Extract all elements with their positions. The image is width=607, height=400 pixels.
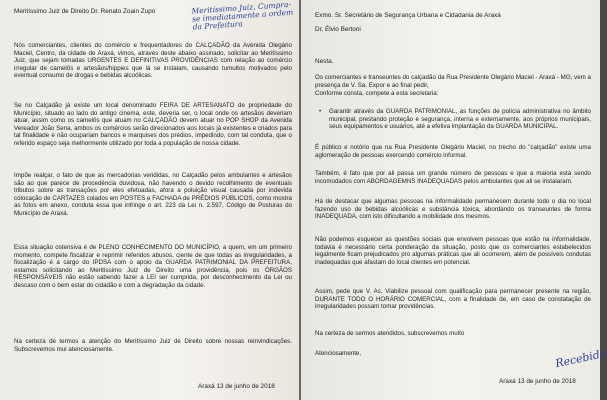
- right-bullet-text: Garantir através da GUARDA PATRIMONIAL, as funções de polícia administrativa no âmbito municipal, prestando proteção e segurança, interna e externamente, aos próprios municipais, seus equipamentos e usuários, até a efetiva implantação da GUARDA MUNICIPAL.: [329, 108, 591, 131]
- right-paragraph-pede: Assim, pede que V. As. Viabilize pessoal com qualificação para permanecer presente na região, DURANTE TODO O HORÁRIO COMERCIAL, com a finalidade de, em caso de constatação de irregularidades possam tomar providências.: [315, 288, 591, 311]
- left-document-page: [0, 0, 300, 400]
- left-paragraph-5: Na certeza de termos a atenção do Meritíssimo Juiz de Direito sobre nossas reinvindicações. Subscrevemos mui atenciosamente.: [14, 338, 292, 353]
- left-paragraph-4: Essa situação ostensiva é de PLENO CONHECIMENTO DO MUNICÍPIO, a quem, em um primeiro momento, compete fiscalizar e reprimir referidos abusos, ciente de que todas as irregularidades, a fiscalização é a cargo do IPDSA com o apoio da GUARDA PATRIMONIAL DA PREFEITURA, estamos solicitando ao Meritíssimo Juiz de Direito uma providência, pois os ÓRGÃOS RESPONSÁVEIS não estão sabendo fazer a LEI ser cumprida, por desconhecimento da Lei ou descaso com o bem estar do cidadão e com a degradação da cidade.: [14, 244, 292, 289]
- signature: Recebido: [554, 346, 607, 371]
- right-document-page: [301, 0, 607, 400]
- left-paragraph-3: Impõe realçar, o fato de que as mercadorias vendidas, no Calçadão pelos ambulantes e artesãos são ao que parece de procedência duvidosa, não havendo o devido recolhimento de eventuais tributos sobre as transações por eles efetuadas, afora a poluição visual causada por indevida colocação de CARTAZES colados em POSTES e FACHADA de PRÉDIOS PÚBLICOS, como mostra as fotos em anexo, conduta essa que infringe o art. 223 da Lei n. 2.597, Código de Posturas do Município de Araxá.: [14, 172, 292, 217]
- right-paragraph-tambem: Também, é fato que por ali passa um grande número de pessoas e que a maioria está sendo incomodados com ABORDAGEMNS INADEQUADAS pelos ambulantes que ali se instalaram.: [315, 170, 591, 185]
- left-date-line: Araxá 13 de junho de 2018: [198, 383, 275, 390]
- left-paragraph-1: Nós comerciantes, clientes do comércio e frequentadores do CALÇADÃO da Avenida Olegário Maciel, Centro, da cidade de Araxá, vimos, através deste abaixo assinado, solicitar ao Meritíssimo Juiz, que sejam tomadas URGENTES E DEFINITIVAS PROVIDÊNCIAS com relação ao comércio irregular de camelôs e artesãos/hippies que lá se instalam, causando tumultos motivados pelo eventual consumo de drogas e bebidas alcoólicas.: [14, 42, 292, 80]
- right-paragraph-destacar: Há de destacar que algumas pessoas na informalidade permanecem durante todo o dia no local fazendo uso de bebidas alcoólicas e substância tóxica, abordando os transeuntes de forma INADEQUADA, com isto dificultando a mobilidade dos mesmos.: [315, 198, 591, 221]
- left-paragraph-2: Se no Calçadão já existe um local denominado FEIRA DE ARTESANATO de propriedade do Município, situado ao lado do antigo cinema, este, deveria ser, o local onde os artesãos deveriam atuar, assim como os camelôs que atuam no CALÇADÃO devem atuar no POP SHOP da Avenida Vereador João Sena, ambos os comércios serão direcionados aos locais já existentes e criados para tal finalidade e não ocupariam bancos e marquises dos prédios, impedindo, com tal conduta, que o referido espaço seja melhormente utilizado por toda a população de nossa cidade.: [14, 102, 292, 147]
- right-paragraph-certeza: Na certeza de sermos atendidos, subscrevemos muito: [315, 330, 465, 337]
- right-paragraph-compete: Conforme consta, compete a esta secretaria:: [315, 90, 439, 97]
- bullet-icon: •: [319, 108, 322, 115]
- right-paragraph-atenciosamente: Atenciosamente,: [315, 350, 362, 357]
- right-salutation: Nesta.: [315, 58, 334, 65]
- right-paragraph-questoes: Não podemos esquecer as questões sociais que envolvem pessoas que estão na informalidade, todavia é necessário certa ponderação da situação, posto que os comerciantes estabelecidos legalmente ficam prejudicados pro algumas práticas que ali ocorrerem, além de possíveis condutas inadequadas que afastam do local clientes em potencial.: [315, 236, 591, 266]
- right-paragraph-publico: É público e notório que na Rua Presidente Olegário Maciel, no trecho do "calçadão" existe uma aglomeração de pessoas exercendo comércio informal.: [315, 144, 591, 159]
- right-addressee-line1: Exmo. Sr. Secretário de Segurança Urbana e Cidadania de Araxá: [315, 12, 501, 19]
- right-paragraph-intro: Os comerciantes e transeuntes do calçadão da Rua Presidente Olegário Maciel - Araxá - MG, vem a presença de V. Sa. Expor e ao final pedir,: [315, 74, 591, 89]
- right-date-line: Araxá 13 de junho de 2018: [499, 378, 576, 385]
- handwritten-note: Meritíssimo Juiz, Cumpra-se imediatamente a ordem da Prefeitura: [191, 0, 294, 32]
- left-addressee: Meritíssimo Juiz de Direito Dr. Renato Zoain Zupo: [14, 8, 156, 15]
- right-addressee-line2: Dr. Élvio Bertoni: [315, 26, 361, 33]
